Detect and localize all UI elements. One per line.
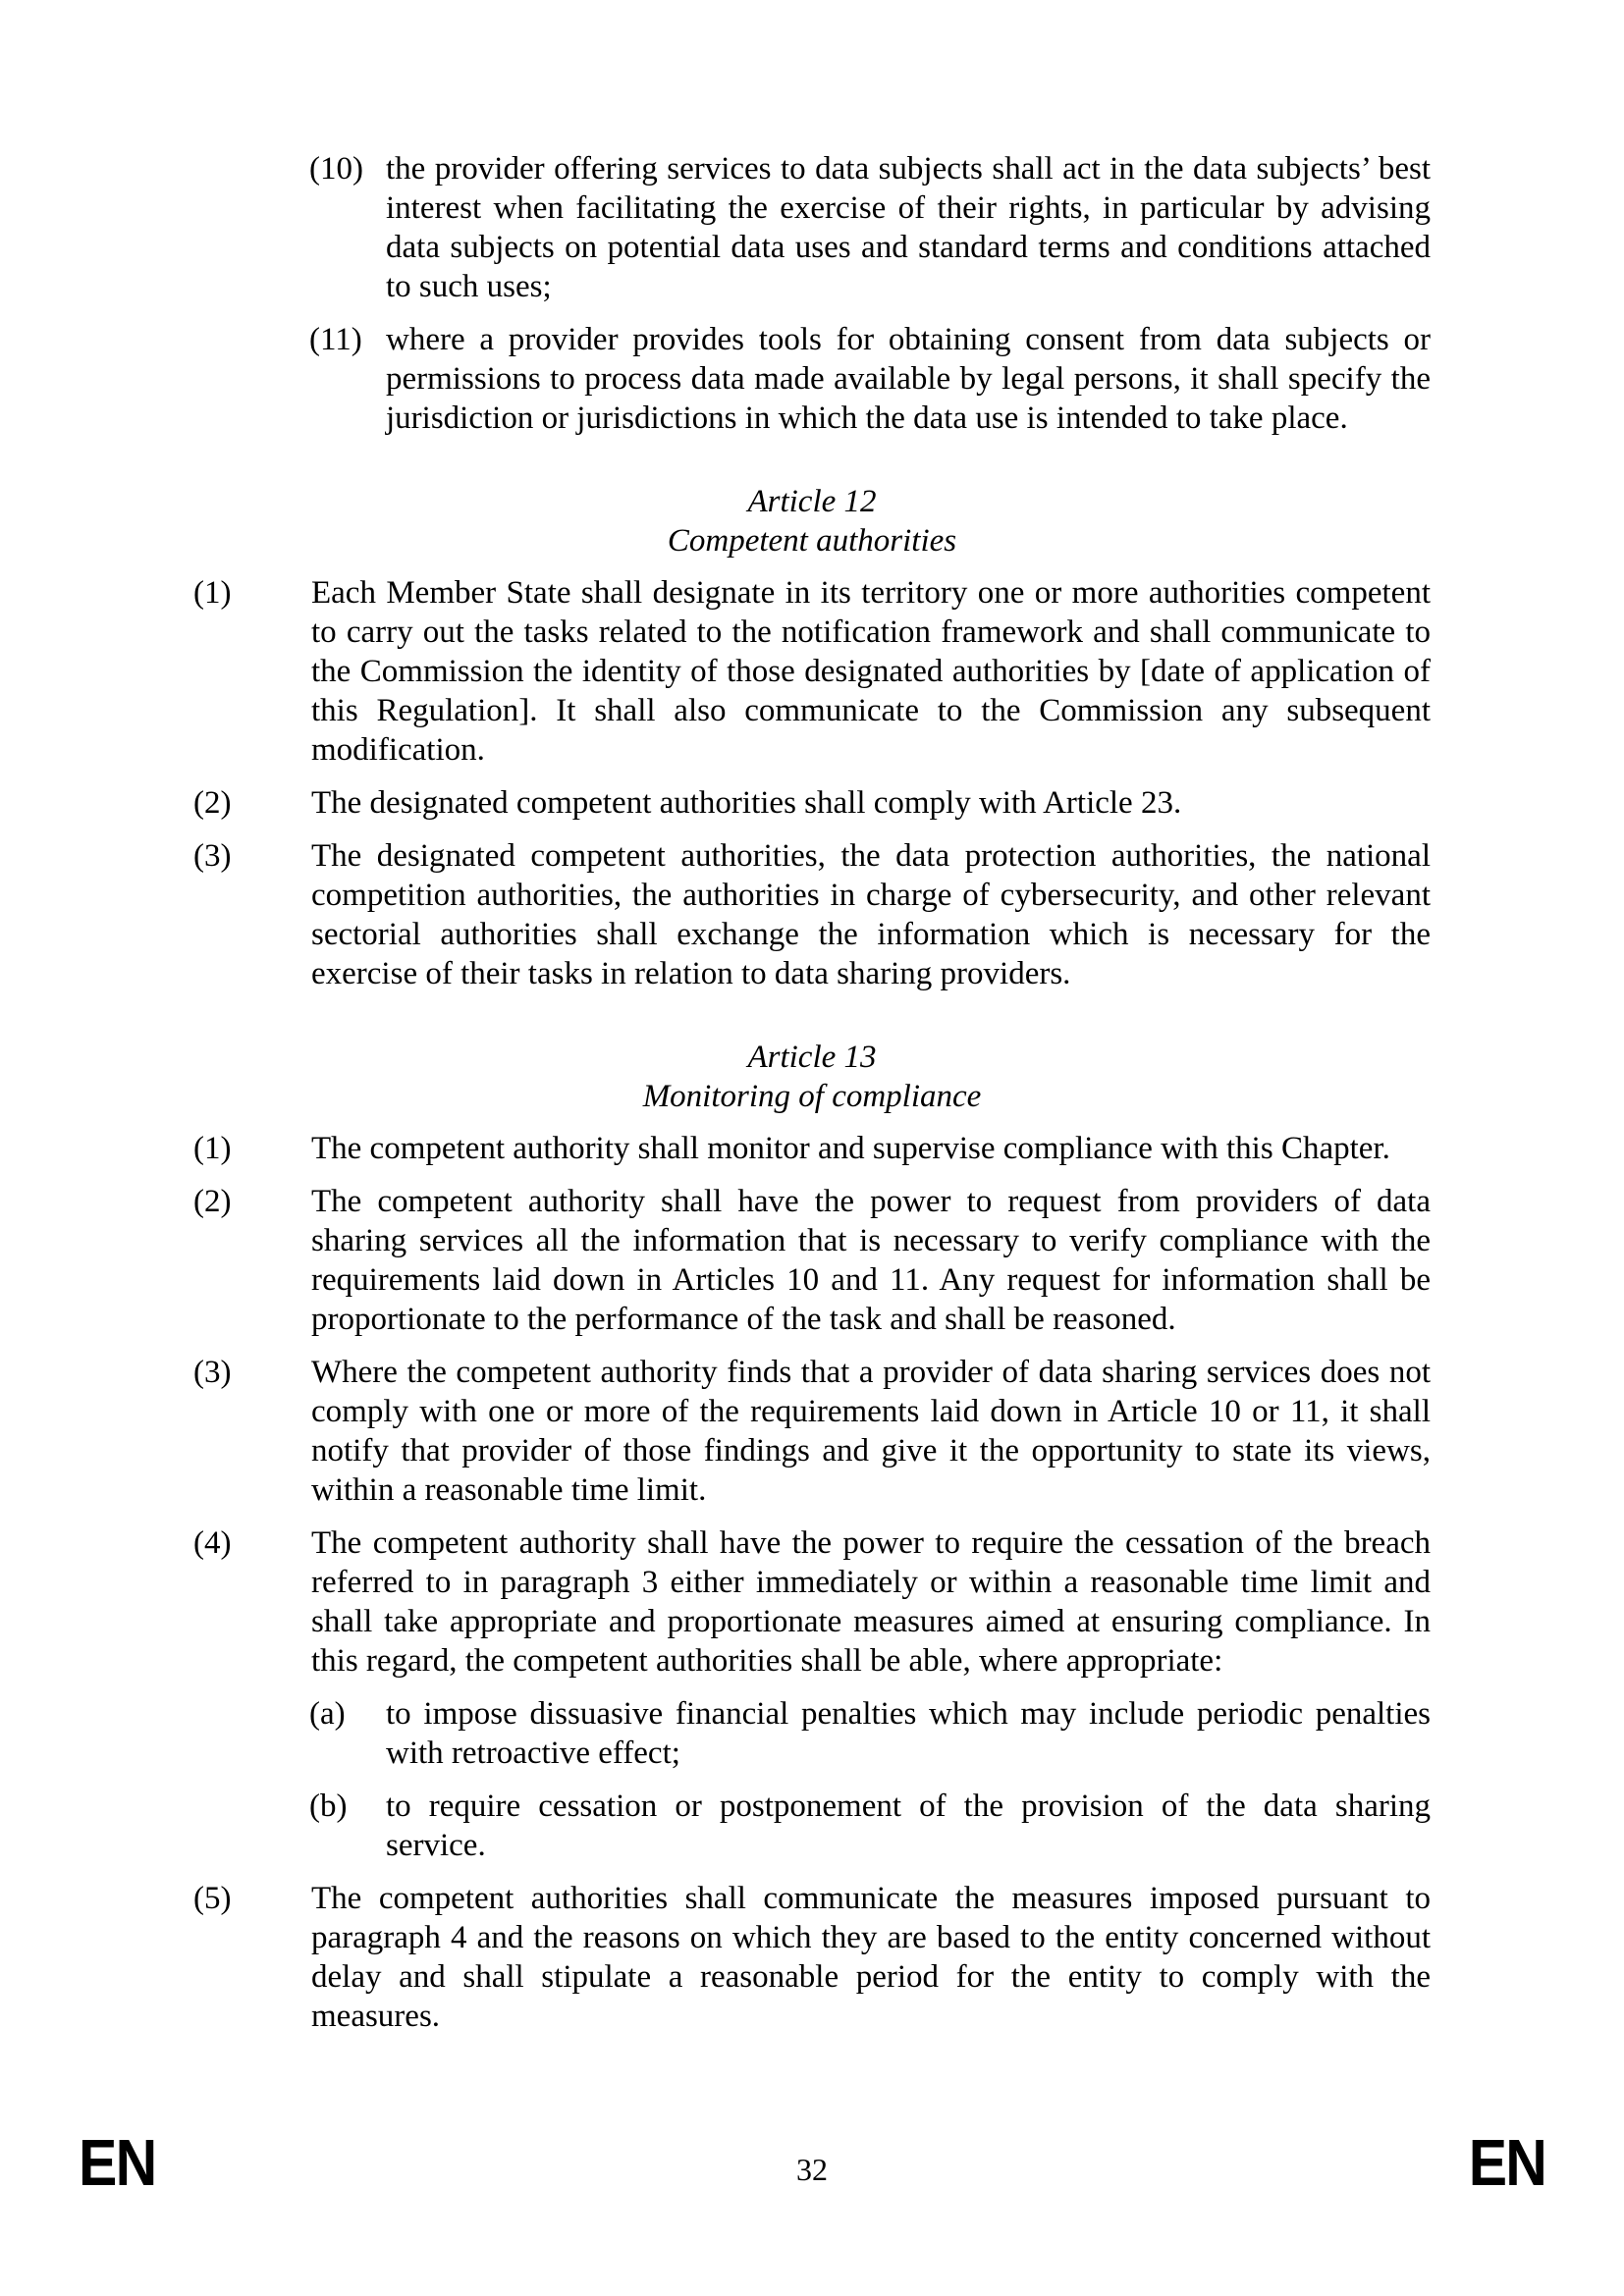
paragraph-text: Where the competent authority finds that a provider of data sharing services does not comply with one or more of the requirements laid down in Article 10 or 11, it shall notify that provider of those findings and give it the opportunity to state its views, within a reasonable time limit. — [311, 1355, 1431, 1508]
point-10-text: the provider offering services to data subjects shall act in the data subjects’ best interest when facilitating the exercise of their rights, in particular by advising data subjects on potential data uses and standard terms and conditions attached to such uses; — [386, 151, 1431, 304]
article-13-paragraph-3 — [193, 1353, 1431, 1510]
article-13-subtitle: Monitoring of compliance — [642, 1079, 982, 1114]
paragraph-marker: (3) — [193, 838, 232, 874]
article-12-paragraph-1 — [193, 573, 1431, 770]
paragraph-text: The competent authority shall monitor and supervise compliance with this Chapter. — [311, 1131, 1390, 1166]
article-12-paragraph-2 — [193, 783, 1431, 823]
subpoint-a — [309, 1694, 1431, 1773]
numbered-point-11 — [309, 320, 1431, 438]
article-13-heading — [193, 1038, 1431, 1116]
paragraph-text: The competent authority shall have the power to require the cessation of the breach referred to in paragraph 3 either immediately or within a reasonable time limit and shall take appropriate and proportionate measures aimed at ensuring compliance. In this regard, the competent authorities shall be able, where appropriate: — [311, 1525, 1431, 1679]
article-13-title: Article 13 — [747, 1040, 877, 1075]
article-13-paragraph-4 — [193, 1523, 1431, 1681]
paragraph-marker: (2) — [193, 1184, 232, 1219]
paragraph-text: The competent authorities shall communicate the measures imposed pursuant to paragraph 4 and the reasons on which they are based to the entity concerned without delay and shall stipulate a reasonable period for the entity to comply with the measures. — [311, 1881, 1431, 2034]
paragraph-marker: (3) — [193, 1355, 232, 1390]
subpoint-b — [309, 1787, 1431, 1865]
point-10-marker: (10) — [309, 151, 363, 187]
subpoint-b-marker: (b) — [309, 1789, 348, 1824]
page-body — [193, 149, 1431, 2050]
paragraph-text: The designated competent authorities shall comply with Article 23. — [311, 785, 1182, 821]
paragraph-marker: (5) — [193, 1881, 232, 1916]
article-12-title: Article 12 — [747, 484, 877, 519]
point-11-marker: (11) — [309, 322, 362, 357]
subpoint-a-text: to impose dissuasive financial penalties which may include periodic penalties with retroactive effect; — [386, 1696, 1431, 1771]
article-13-paragraph-2 — [193, 1182, 1431, 1339]
subpoint-b-text: to require cessation or postponement of the provision of the data sharing service. — [386, 1789, 1431, 1863]
paragraph-text: The competent authority shall have the power to request from providers of data sharing services all the information that is necessary to verify compliance with the requirements laid down in Articles 10 and 11. Any request for information shall be proportionate to the performance of the task and shall be reasoned. — [311, 1184, 1431, 1337]
paragraph-marker: (1) — [193, 1131, 232, 1166]
point-11-text: where a provider provides tools for obtaining consent from data subjects or permissions to process data made available by legal persons, it shall specify the jurisdiction or jurisdictions in which the data use is intended to take place. — [386, 322, 1431, 436]
subpoint-a-marker: (a) — [309, 1696, 346, 1732]
paragraph-marker: (1) — [193, 575, 232, 611]
paragraph-marker: (2) — [193, 785, 232, 821]
paragraph-marker: (4) — [193, 1525, 232, 1561]
article-13-paragraph-5 — [193, 1879, 1431, 2036]
article-13-paragraph-1 — [193, 1129, 1431, 1168]
page-number: 32 — [796, 2152, 828, 2187]
paragraph-text: Each Member State shall designate in its territory one or more authorities competent to carry out the tasks related to the notification framework and shall communicate to the Commission the identity of those designated authorities by [date of application of this Regulation]. It shall also communicate to the Commission any subsequent modification. — [311, 575, 1431, 768]
article-12-paragraph-3 — [193, 836, 1431, 993]
footer-language-left: EN — [79, 2126, 156, 2200]
article-12-heading — [193, 482, 1431, 561]
footer-language-right: EN — [1468, 2126, 1545, 2200]
paragraph-text: The designated competent authorities, the data protection authorities, the national competition authorities, the authorities in charge of cybersecurity, and other relevant sectorial authorities shall exchange the information which is necessary for the exercise of their tasks in relation to data sharing providers. — [311, 838, 1431, 991]
numbered-point-10 — [309, 149, 1431, 306]
article-12-subtitle: Competent authorities — [667, 523, 957, 559]
